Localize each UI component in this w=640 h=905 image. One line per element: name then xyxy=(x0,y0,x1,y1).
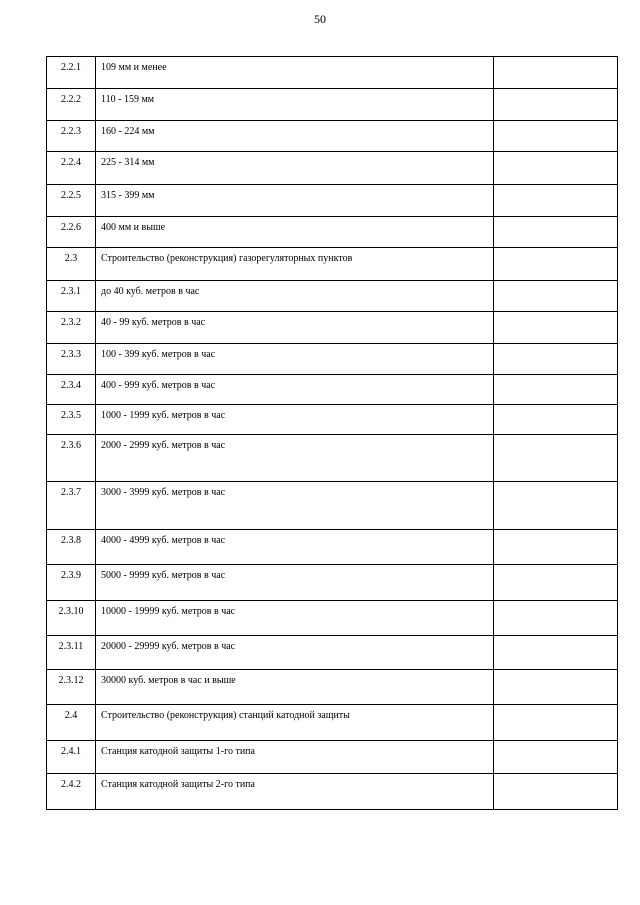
table-row xyxy=(47,741,618,774)
row-description: 10000 - 19999 куб. метров в час xyxy=(96,601,494,636)
table-body xyxy=(47,57,618,810)
row-value xyxy=(494,636,618,670)
row-value xyxy=(494,344,618,375)
tariff-table xyxy=(46,56,618,810)
row-value xyxy=(494,705,618,741)
row-description: 3000 - 3999 куб. метров в час xyxy=(96,482,494,530)
table-row xyxy=(47,248,618,281)
row-value xyxy=(494,121,618,152)
table-row xyxy=(47,312,618,344)
row-number: 2.4 xyxy=(47,705,96,741)
row-description: 1000 - 1999 куб. метров в час xyxy=(96,405,494,435)
row-number: 2.4.1 xyxy=(47,741,96,774)
row-number: 2.2.3 xyxy=(47,121,96,152)
row-number: 2.3.8 xyxy=(47,530,96,565)
table-row xyxy=(47,152,618,185)
row-value xyxy=(494,670,618,705)
table-row xyxy=(47,57,618,89)
row-description: 30000 куб. метров в час и выше xyxy=(96,670,494,705)
table-row xyxy=(47,217,618,248)
row-number: 2.3.10 xyxy=(47,601,96,636)
row-number: 2.3.7 xyxy=(47,482,96,530)
table-row xyxy=(47,405,618,435)
page-number: 50 xyxy=(314,12,326,26)
row-value xyxy=(494,312,618,344)
row-number: 2.4.2 xyxy=(47,774,96,810)
row-description: 40 - 99 куб. метров в час xyxy=(96,312,494,344)
row-number: 2.3.6 xyxy=(47,435,96,482)
row-description: 4000 - 4999 куб. метров в час xyxy=(96,530,494,565)
table-row xyxy=(47,670,618,705)
table-row xyxy=(47,774,618,810)
row-number: 2.3.5 xyxy=(47,405,96,435)
row-description: 400 - 999 куб. метров в час xyxy=(96,375,494,405)
row-value xyxy=(494,601,618,636)
row-number: 2.2.2 xyxy=(47,89,96,121)
row-value xyxy=(494,57,618,89)
row-value xyxy=(494,530,618,565)
row-value xyxy=(494,152,618,185)
row-value xyxy=(494,217,618,248)
row-description: 110 - 159 мм xyxy=(96,89,494,121)
row-description: 2000 - 2999 куб. метров в час xyxy=(96,435,494,482)
row-description: 160 - 224 мм xyxy=(96,121,494,152)
table-row xyxy=(47,601,618,636)
row-number: 2.2.4 xyxy=(47,152,96,185)
row-description: 20000 - 29999 куб. метров в час xyxy=(96,636,494,670)
row-number: 2.3.9 xyxy=(47,565,96,601)
table-row xyxy=(47,565,618,601)
row-description: Станция катодной защиты 1-го типа xyxy=(96,741,494,774)
table-row xyxy=(47,705,618,741)
row-number: 2.3.12 xyxy=(47,670,96,705)
row-number: 2.3.4 xyxy=(47,375,96,405)
table-row xyxy=(47,121,618,152)
row-number: 2.3.3 xyxy=(47,344,96,375)
row-value xyxy=(494,565,618,601)
row-number: 2.3.11 xyxy=(47,636,96,670)
row-number: 2.2.5 xyxy=(47,185,96,217)
row-description: 400 мм и выше xyxy=(96,217,494,248)
row-description: 109 мм и менее xyxy=(96,57,494,89)
row-number: 2.2.6 xyxy=(47,217,96,248)
row-description: 100 - 399 куб. метров в час xyxy=(96,344,494,375)
table-row xyxy=(47,89,618,121)
table-row xyxy=(47,636,618,670)
table-row xyxy=(47,435,618,482)
table-row xyxy=(47,185,618,217)
row-value xyxy=(494,281,618,312)
table-row xyxy=(47,344,618,375)
row-value xyxy=(494,185,618,217)
table-row xyxy=(47,482,618,530)
table-row xyxy=(47,281,618,312)
row-value xyxy=(494,375,618,405)
row-description: Строительство (реконструкция) газорегуляторных пунктов xyxy=(96,248,494,281)
row-value xyxy=(494,248,618,281)
row-value xyxy=(494,435,618,482)
table-row xyxy=(47,375,618,405)
row-value xyxy=(494,482,618,530)
row-description: до 40 куб. метров в час xyxy=(96,281,494,312)
row-number: 2.3.2 xyxy=(47,312,96,344)
row-description: 225 - 314 мм xyxy=(96,152,494,185)
row-number: 2.3.1 xyxy=(47,281,96,312)
row-description: Строительство (реконструкция) станций катодной защиты xyxy=(96,705,494,741)
row-value xyxy=(494,405,618,435)
table-row xyxy=(47,530,618,565)
row-number: 2.3 xyxy=(47,248,96,281)
row-number: 2.2.1 xyxy=(47,57,96,89)
row-value xyxy=(494,774,618,810)
row-description: 5000 - 9999 куб. метров в час xyxy=(96,565,494,601)
row-value xyxy=(494,89,618,121)
row-description: 315 - 399 мм xyxy=(96,185,494,217)
row-value xyxy=(494,741,618,774)
row-description: Станция катодной защиты 2-го типа xyxy=(96,774,494,810)
